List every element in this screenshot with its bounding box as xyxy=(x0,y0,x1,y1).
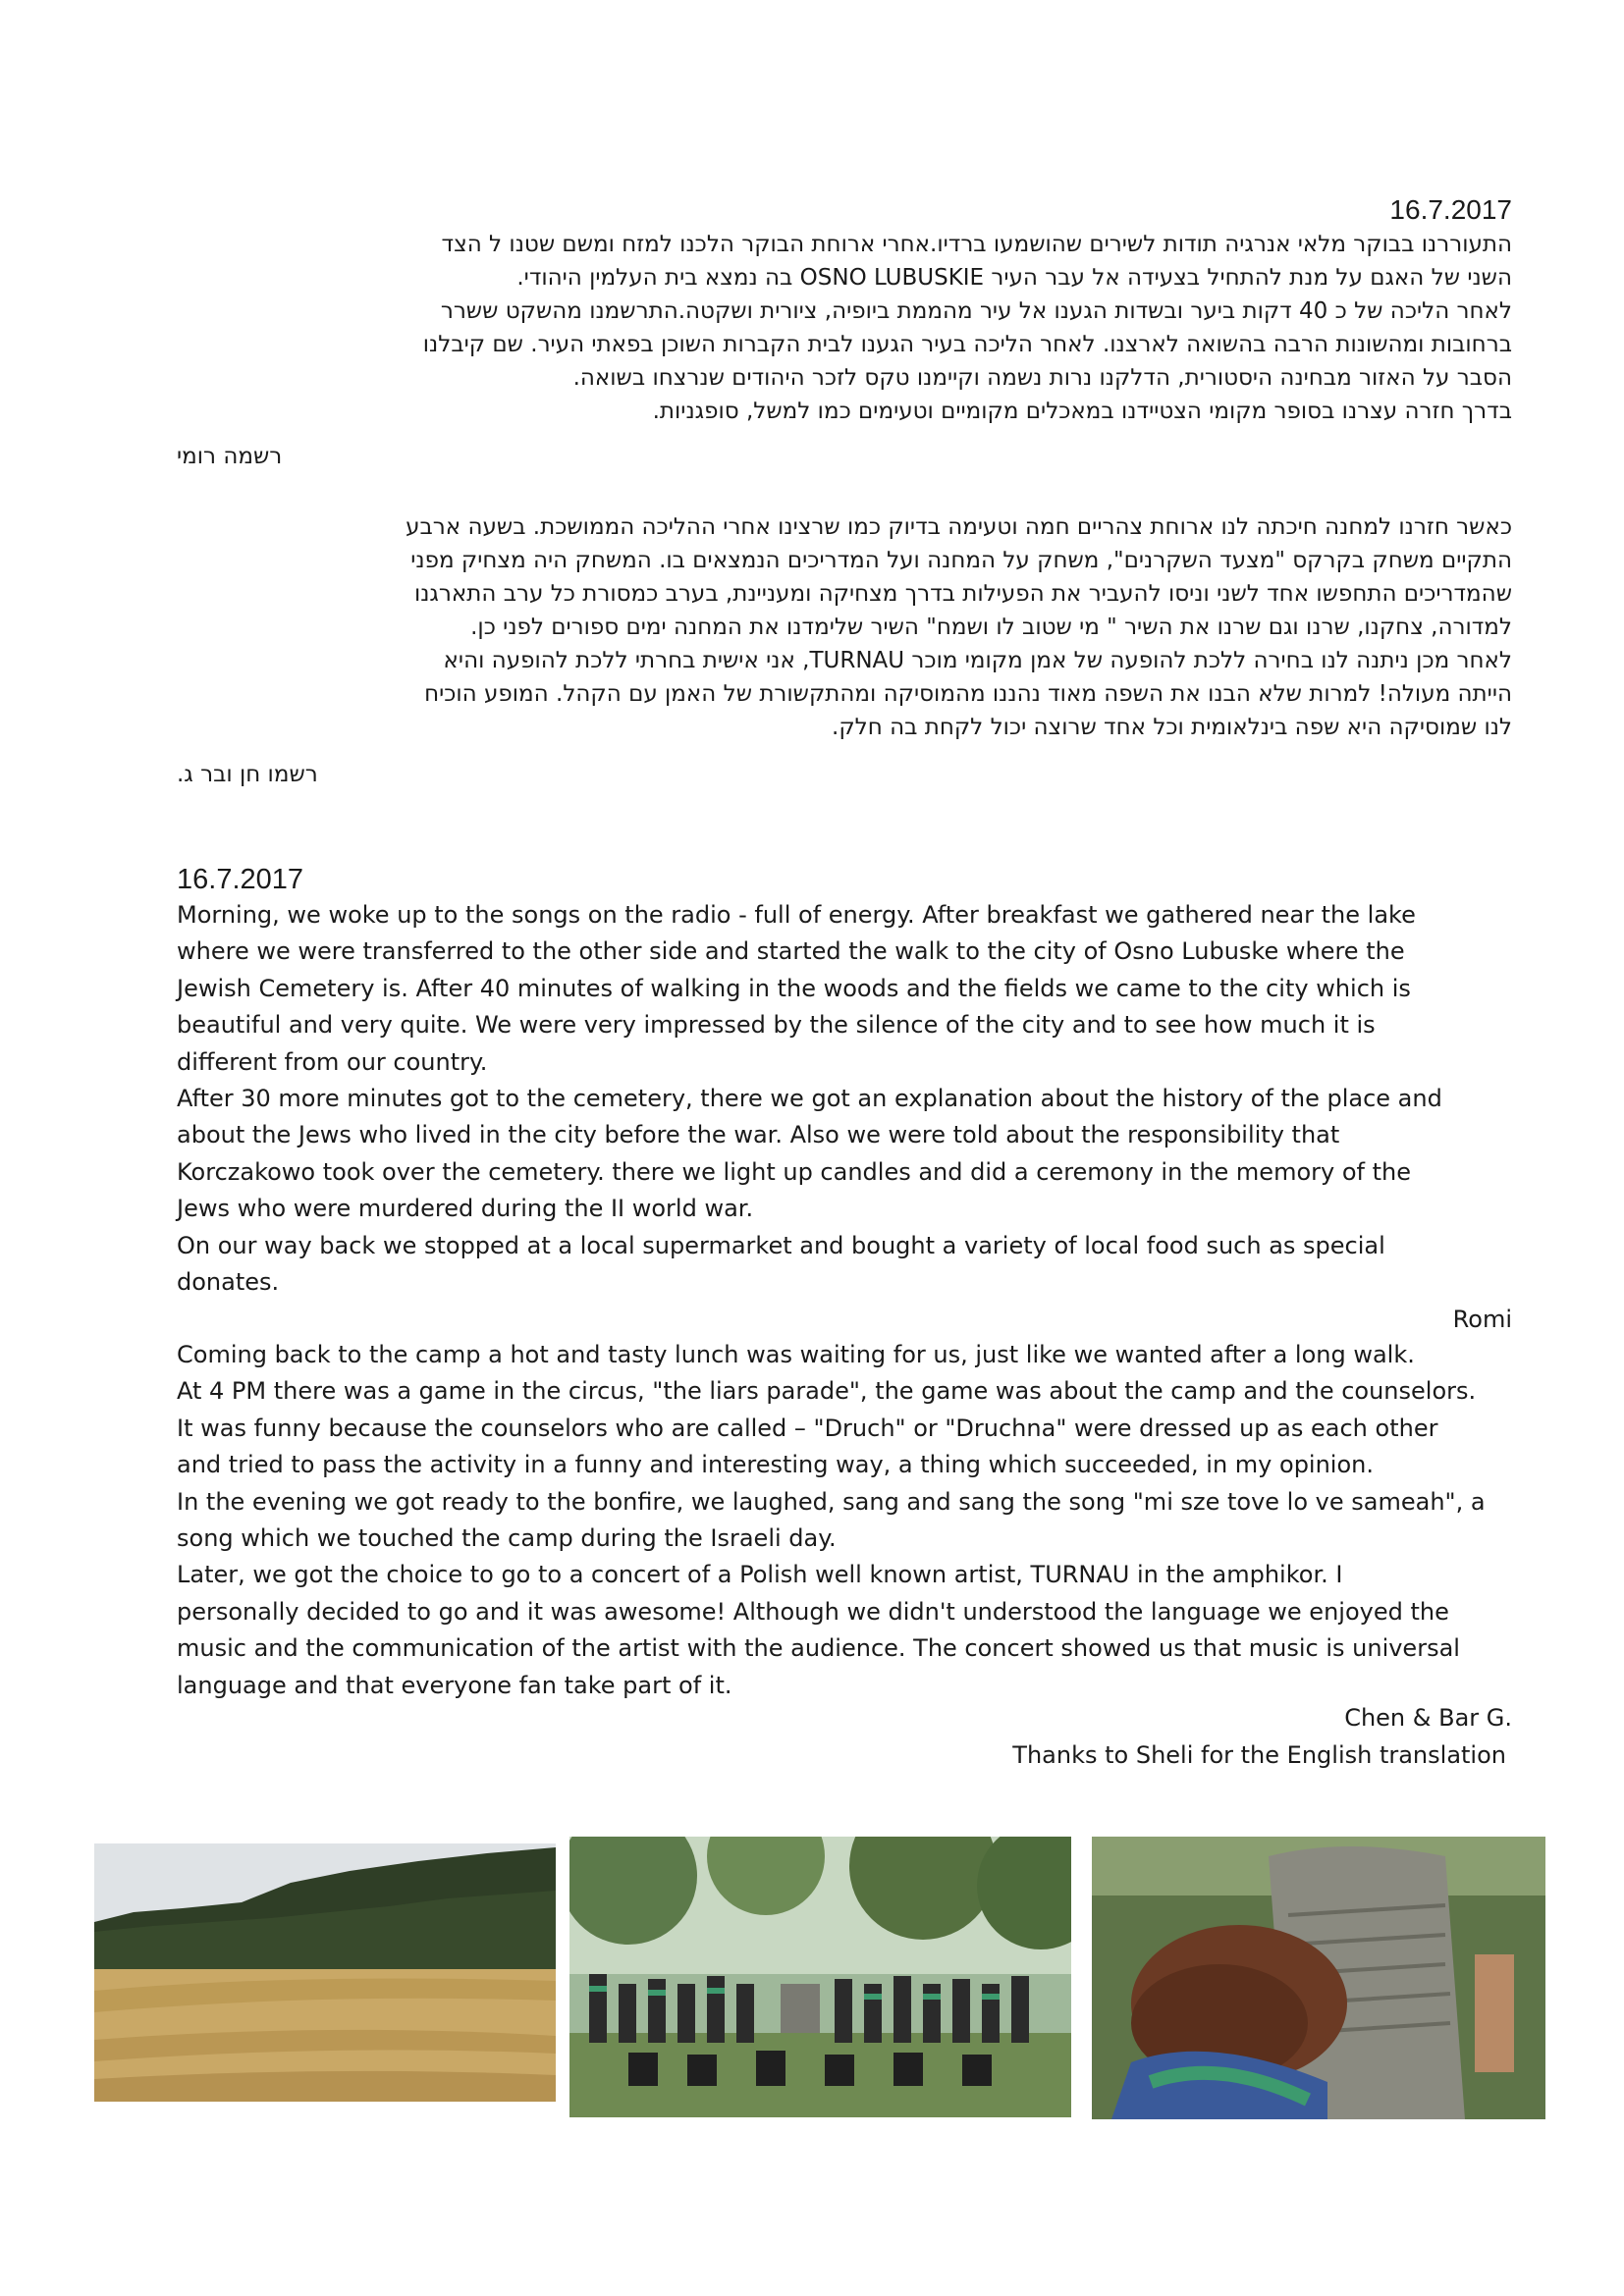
english-line: In the evening we got ready to the bonfire, we laughed, sang and sang the song "mi sze tove lo ve sameah", a xyxy=(177,1487,1486,1516)
english-line: After 30 more minutes got to the cemetery, there we got an explanation about the history of the place and xyxy=(177,1085,1442,1113)
english-signature-romi: Romi xyxy=(1452,1306,1512,1333)
hebrew-paragraph-1 xyxy=(423,228,1512,428)
translation-credit: Thanks to Sheli for the English translation xyxy=(1012,1741,1506,1769)
english-line: Coming back to the camp a hot and tasty lunch was waiting for us, just like we wanted after a long walk. xyxy=(177,1341,1415,1368)
english-paragraph-2 xyxy=(177,1337,1532,1704)
hebrew-line: כאשר חזרנו למחנה חיכתה לנו ארוחת צהריים חמה וטעימה בדיוק כמו שרצינו אחרי ההליכה הממושכת. בשעה ארבע xyxy=(406,514,1512,540)
english-line: Morning, we woke up to the songs on the radio - full of energy. After breakfast we gathered near the lake xyxy=(177,901,1416,929)
english-line: Jewish Cemetery is. After 40 minutes of walking in the woods and the fields we came to the city which is xyxy=(177,974,1411,1002)
english-line: where we were transferred to the other side and started the walk to the city of Osno Lubuske where the xyxy=(177,937,1405,966)
hebrew-line: הסבר על האזור מבחינה היסטורית, הדלקנו נרות נשמה וקיימנו טקס לזכר היהודים שנרצחו בשואה. xyxy=(572,365,1512,391)
english-line: beautiful and very quite. We were very impressed by the silence of the city and to see how much it is xyxy=(177,1011,1376,1040)
hebrew-line: הייתה מעולה! למרות שלא הבנו את השפה מאוד נהננו מהמוסיקה ומהתקשורת של האמן עם הקהל. המופע הוכיח xyxy=(424,681,1512,707)
english-line: personally decided to go and it was awesome! Although we didn't understood the language we enjoyed the xyxy=(177,1597,1449,1626)
english-line: It was funny because the counselors who are called – "Druch" or "Druchna" were dressed up as each other xyxy=(177,1414,1438,1442)
photo-group xyxy=(569,1837,1071,2117)
photo-gravestone xyxy=(1092,1837,1545,2119)
english-line: On our way back we stopped at a local supermarket and bought a variety of local food such as special xyxy=(177,1231,1385,1259)
hebrew-line: לנו שמוסיקה היא שפה בינלאומית וכל אחד שרוצה יכול לקחת בה חלק. xyxy=(832,715,1512,740)
hebrew-line: התעוררנו בבוקר מלאי אנרגיה תודות לשירים שהושמעו ברדיו.אחרי ארוחת הבוקר הלכנו למזח ומשם שטנו ל הצד xyxy=(441,232,1512,257)
english-line: Later, we got the choice to go to a concert of a Polish well known artist, TURNAU in the amphikor. I xyxy=(177,1561,1343,1589)
photo-field xyxy=(94,1843,556,2102)
hebrew-signature-2: רשמו חן ובר ג. xyxy=(177,762,318,787)
english-line: At 4 PM there was a game in the circus, "the liars parade", the game was about the camp and the counselors. xyxy=(177,1377,1477,1406)
hebrew-line: לאחר הליכה של כ 40 דקות ביער ובשדות הגענו אל עיר מהממת ביופיה, ציורית ושקטה.התרשמנו מהשקט ששרר xyxy=(440,298,1512,324)
english-line: song which we touched the camp during the Israeli day. xyxy=(177,1524,837,1553)
english-line: different from our country. xyxy=(177,1047,488,1076)
hebrew-line: התקיים משחק בקרקס "מצעד השקרנים", משחק על המחנה ועל המדריכים הנמצאים בו. המשחק היה מצחיק מפני xyxy=(410,548,1512,573)
hebrew-line: שהמדריכים התחפשו אחד לשני וניסו להעביר את הפעילות בדרך מצחיקה ומעניינת, בערב כמסורת כל ערב התארגנו xyxy=(413,581,1512,607)
hebrew-line: למדורה, צחקנו, שרנו וגם שרנו את השיר " מי שטוב לו ושמח" השיר שלימדנו את המחנה ימים ספורים לפני כן. xyxy=(470,614,1512,640)
english-paragraph-1 xyxy=(177,897,1532,1301)
english-line: donates. xyxy=(177,1268,280,1297)
english-line: language and that everyone fan take part of it. xyxy=(177,1671,732,1699)
hebrew-line: השני של האגם על מנת להתחיל בצעידה אל עבר העיר OSNO LUBUSKIE בה נמצא בית העלמין היהודי. xyxy=(516,265,1512,291)
hebrew-line: בדרך חזרה עצרנו בסופר מקומי הצטיידנו במאכלים מקומיים וטעימים כמו למשל, סופגניות. xyxy=(652,399,1512,424)
english-line: and tried to pass the activity in a funny and interesting way, a thing which succeeded, in my opinion. xyxy=(177,1451,1374,1479)
hebrew-line: לאחר מכן ניתנה לנו בחירה ללכת להופעה של אמן מקומי מוכר TURNAU, אני אישית בחרתי ללכת להופעה והיא xyxy=(443,648,1512,673)
english-line: Jews who were murdered during the II world war. xyxy=(177,1195,754,1223)
hebrew-paragraph-2 xyxy=(406,510,1512,744)
english-line: Korczakowo took over the cemetery. there we light up candles and did a ceremony in the memory of the xyxy=(177,1157,1411,1186)
english-line: about the Jews who lived in the city before the war. Also we were told about the responsibility that xyxy=(177,1121,1340,1149)
hebrew-line: ברחובות ומהשונות הרבה בהשואה לארצנו. לאחר הליכה בעיר הגענו לבית הקברות השוכן בפאתי העיר. שם קיבלנו xyxy=(422,332,1512,357)
english-date: 16.7.2017 xyxy=(177,864,304,895)
hebrew-date: 16.7.2017 xyxy=(1389,194,1512,225)
english-line: music and the communication of the artist with the audience. The concert showed us that music is universal xyxy=(177,1634,1460,1663)
english-signature-chen-bar: Chen & Bar G. xyxy=(1344,1704,1512,1732)
hebrew-signature-1: רשמה רומי xyxy=(177,444,283,469)
